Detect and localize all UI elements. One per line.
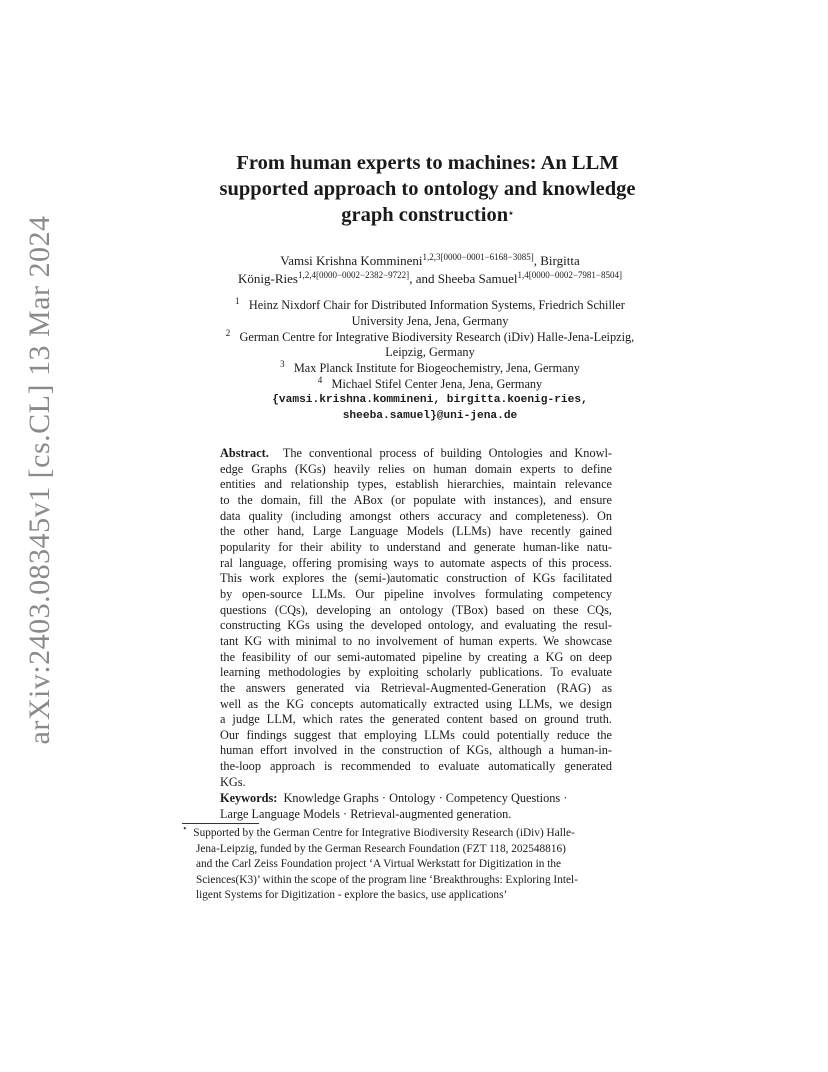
abstract-line: edge Graphs (KGs) heavily relies on human domain experts to define bbox=[220, 461, 612, 476]
footnote bbox=[182, 823, 650, 904]
keywords-line: Large Language Models · Retrieval-augmented generation. bbox=[220, 806, 512, 821]
affiliation-line bbox=[150, 327, 710, 346]
affiliation-text: Heinz Nixdorf Chair for Distributed Information Systems, Friedrich Schiller bbox=[248, 298, 625, 312]
arxiv-identifier-stamp: arXiv:2403.08345v1 [cs.CL] 13 Mar 2024 bbox=[23, 215, 56, 745]
affiliations bbox=[150, 298, 710, 424]
author-line bbox=[160, 252, 700, 270]
title-line bbox=[150, 202, 705, 228]
footnote-mark: ⋆ bbox=[182, 823, 188, 833]
affiliation-number: 4 bbox=[317, 374, 323, 385]
abstract-line: learning methodologies by exploiting scholarly publications. To evaluate bbox=[220, 665, 612, 680]
author-name: Vamsi Krishna Kommineni bbox=[280, 253, 423, 268]
keywords-label: Keywords: bbox=[220, 791, 278, 805]
affiliation-text: Max Planck Institute for Biogeochemistry, Jena, Germany bbox=[293, 361, 580, 376]
author-emails: sheeba.samuel}@uni-jena.de bbox=[342, 409, 518, 422]
abstract-line: a judge LLM, which rates the generated content based on ground truth. bbox=[220, 712, 612, 727]
footnote-text: Supported by the German Centre for Integrative Biodiversity Research (iDiv) Halle- bbox=[193, 827, 575, 839]
keywords-text: Knowledge Graphs · Ontology · Competency Questions · bbox=[283, 791, 568, 805]
footnote-line: and the Carl Zeiss Foundation project ‘A Virtual Werkstatt for Digitization in the bbox=[196, 858, 562, 870]
abstract-line: constructing KGs using the developed ontology, and evaluating the resul- bbox=[220, 618, 612, 633]
abstract-line: This work explores the (semi-)automatic construction of KGs facilitated bbox=[220, 571, 612, 586]
abstract-text: The conventional process of building Ontologies and Knowl- bbox=[282, 446, 612, 460]
footnote-divider bbox=[182, 823, 259, 824]
abstract-line: well as the KG concepts automatically extracted using LLMs, we design bbox=[220, 696, 612, 711]
abstract-line bbox=[220, 446, 612, 462]
abstract-line: human effort involved in the construction of KGs, although a human-in- bbox=[220, 743, 612, 758]
affiliation-text: Michael Stifel Center Jena, Jena, Germany bbox=[331, 376, 543, 391]
abstract-line: Our findings suggest that employing LLMs could potentially reduce the bbox=[220, 727, 612, 742]
affiliation-line bbox=[150, 298, 710, 314]
abstract-line: data quality (including amongst others accuracy and completeness). On bbox=[220, 508, 612, 523]
title-line: From human experts to machines: An LLM bbox=[236, 152, 619, 174]
author-name: , and Sheeba Samuel bbox=[409, 270, 518, 286]
affiliation-number: 1 bbox=[235, 296, 240, 306]
affiliation-number: 3 bbox=[280, 359, 285, 370]
author-name: , Birgitta bbox=[533, 253, 580, 268]
abstract-label: Abstract. bbox=[220, 446, 269, 460]
abstract-line: ral language, offering promising ways to automate aspects of this process. bbox=[220, 555, 612, 570]
abstract-line: questions (CQs), developing an ontology (TBox) based on these CQs, bbox=[220, 602, 612, 617]
affiliation-line: Leipzig, Germany bbox=[385, 345, 475, 360]
affiliation-number: 2 bbox=[225, 327, 231, 338]
abstract-line: to the domain, fill the ABox (or populate with instances), and ensure bbox=[220, 492, 612, 507]
author-emails: {vamsi.krishna.kommineni, birgitta.koenig-ries, bbox=[272, 393, 588, 406]
affiliation-line bbox=[150, 374, 710, 393]
abstract-line: the answers generated via Retrieval-Augmented-Generation (RAG) as bbox=[220, 680, 612, 695]
author-name: König-Ries bbox=[238, 270, 298, 286]
abstract-line: the-loop approach is recommended to evaluate automatically generated bbox=[220, 759, 612, 774]
title-text: graph construction bbox=[341, 204, 509, 226]
abstract-line: the other hand, Large Language Models (LLMs) have recently gained bbox=[220, 524, 612, 539]
abstract-line: popularity for their ability to understand and generate human-like natu- bbox=[220, 539, 612, 554]
author-affiliation: 1,2,4[0000−0002−2382−9722] bbox=[297, 269, 410, 280]
paper-title bbox=[150, 150, 705, 228]
abstract-line: KGs. bbox=[220, 774, 246, 789]
keywords-line bbox=[220, 791, 612, 807]
abstract-line: the feasibility of our semi-automated pipeline by creating a KG on deep bbox=[220, 649, 612, 664]
affiliation-line: University Jena, Jena, Germany bbox=[351, 313, 509, 328]
abstract bbox=[220, 446, 612, 790]
author-affiliation: 1,2,3[0000−0001−6168−3085] bbox=[422, 252, 534, 262]
author-affiliation: 1,4[0000−0002−7981−8504] bbox=[517, 269, 622, 280]
affiliation-text: German Centre for Integrative Biodiversity Research (iDiv) Halle-Jena-Leipzig, bbox=[239, 329, 635, 344]
title-line: supported approach to ontology and knowledge bbox=[219, 178, 636, 200]
affiliation-line bbox=[150, 361, 710, 377]
abstract-line: by open-source LLMs. Our pipeline involves formulating competency bbox=[220, 586, 612, 601]
author-line bbox=[160, 270, 700, 288]
abstract-line: tant KG with minimal to no involvement of human experts. We showcase bbox=[220, 633, 612, 648]
author-list bbox=[160, 252, 700, 287]
footnote-line: Sciences(K3)’ within the scope of the program line ‘Breakthroughs: Exploring Intel- bbox=[196, 873, 578, 886]
title-footnote-mark: ⋆ bbox=[508, 208, 514, 218]
footnote-line: ligent Systems for Digitization - explore the basics, use applications’ bbox=[196, 889, 508, 901]
footnote-line bbox=[182, 823, 650, 842]
abstract-line: entities and relationship types, establish hierarchies, maintain relevance bbox=[220, 477, 612, 492]
keywords bbox=[220, 791, 612, 823]
footnote-line: Jena-Leipzig, funded by the German Research Foundation (FZT 118, 202548816) bbox=[196, 842, 566, 855]
